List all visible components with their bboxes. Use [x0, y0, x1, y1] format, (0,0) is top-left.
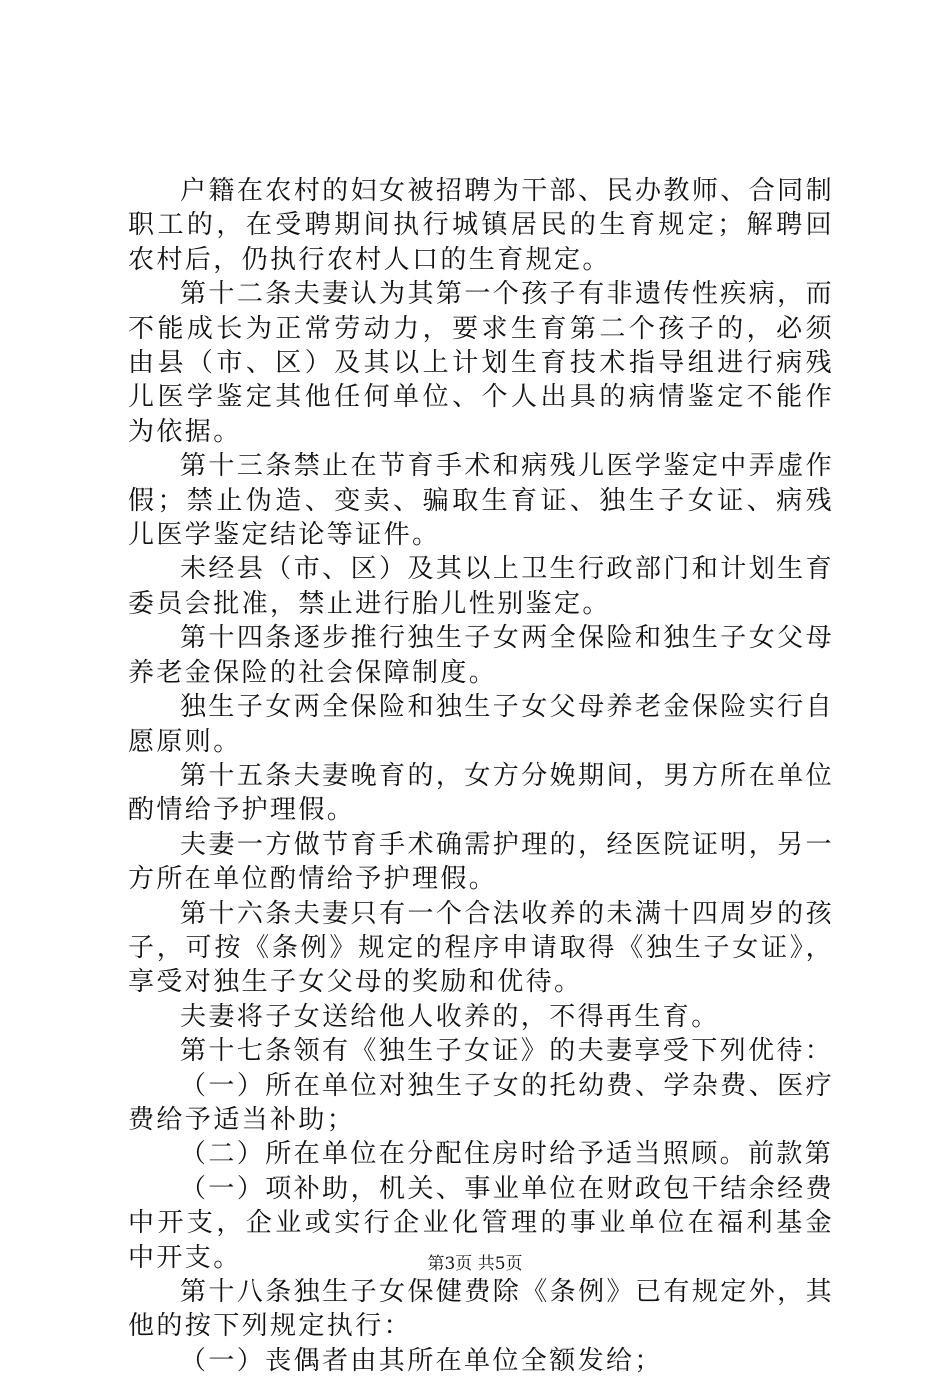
paragraph: （一）项补助，机关、事业单位在财政包干结余经费中开支，企业或实行企业化管理的事业单位在福利基金中开支。 [128, 1173, 834, 1273]
paragraph: （二）所在单位在分配住房时给予适当照顾。前款第 [180, 1139, 834, 1170]
paragraph: 第十二条夫妻认为其第一个孩子有非遗传性疾病，而不能成长为正常劳动力，要求生育第二个孩子的，必须由县（市、区）及其以上计划生育技术指导组进行病残儿医学鉴定其他任何单位、个人出具的病情鉴定不能作为依据。 [128, 279, 834, 447]
paragraph: （一）所在单位对独生子女的托幼费、学杂费、医疗费给予适当补助； [128, 1070, 834, 1135]
paragraph: 第十五条夫妻晚育的，女方分娩期间，男方所在单位酌情给予护理假。 [128, 760, 834, 826]
paragraph: 未经县（市、区）及其以上卫生行政部门和计划生育委员会批准，禁止进行胎儿性别鉴定。 [128, 554, 834, 619]
paragraph: 独生子女两全保险和独生子女父母养老金保险实行自愿原则。 [128, 692, 834, 757]
paragraph: 夫妻将子女送给他人收养的，不得再生育。 [180, 1001, 720, 1032]
document-body [128, 174, 834, 1378]
paragraph: 第十七条领有《独生子女证》的夫妻享受下列优待： [180, 1036, 834, 1067]
paragraph: 夫妻一方做节育手术确需护理的，经医院证明，另一方所在单位酌情给予护理假。 [128, 829, 834, 895]
paragraph: 户籍在农村的妇女被招聘为干部、民办教师、合同制职工的，在受聘期间执行城镇居民的生育规定；解聘回农村后，仍执行农村人口的生育规定。 [128, 176, 834, 275]
paragraph: 第十三条禁止在节育手术和病残儿医学鉴定中弄虚作假；禁止伪造、变卖、骗取生育证、独生子女证、病残儿医学鉴定结论等证件。 [128, 451, 834, 551]
paragraph: 第十八条独生子女保健费除《条例》已有规定外，其他的按下列规定执行： [128, 1277, 834, 1342]
page-footer: 第3页 共5页 [427, 1254, 523, 1274]
paragraph: 第十四条逐步推行独生子女两全保险和独生子女父母养老金保险的社会保障制度。 [128, 623, 834, 688]
paragraph: 第十六条夫妻只有一个合法收养的未满十四周岁的孩子，可按《条例》规定的程序申请取得《独生子女证》，享受对独生子女父母的奖励和优待。 [128, 898, 834, 998]
paragraph: （一）丧偶者由其所在单位全额发给； [180, 1345, 663, 1376]
